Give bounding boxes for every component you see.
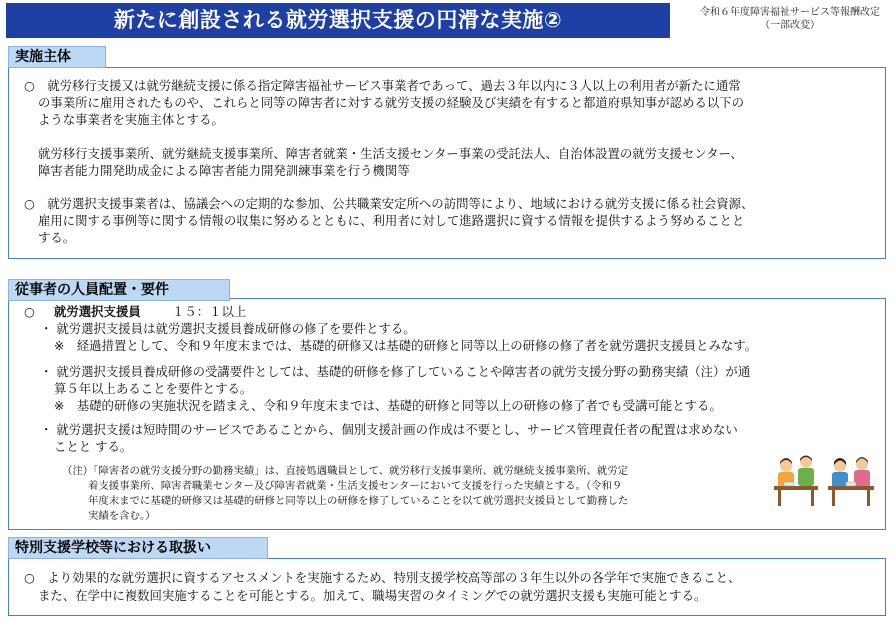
s1-p1-line3: ような事業者を実施主体とする。	[38, 112, 224, 127]
staff-label: 就労選択支援員	[54, 304, 141, 319]
s1-p2-line2: 障害者能力開発助成金による障害者能力開発訓練事業を行う機関等	[38, 163, 410, 178]
person-mid-right-icon	[832, 458, 848, 488]
s2-note-line2: 着支援事業所、障害者職業センター及び障害者就業・生活支援センターにおいて支援を行った実績とする。（令和９	[88, 480, 623, 492]
consultation-illustration	[770, 452, 878, 508]
person-mid-left-icon	[798, 456, 814, 487]
staff-ratio: １５：１以上	[172, 304, 247, 319]
s2-b3-line2: ことと する。	[54, 439, 133, 454]
staff-bullet: ○	[24, 304, 35, 319]
s3-p1-line1: ○ より効果的な就労選択に資するアセスメントを実施するため、特別支援学校高等部の３年生以外の各学年で実施できること、	[24, 570, 741, 585]
section-special-school-heading: 特別支援学校等における取扱い	[8, 537, 268, 559]
person-right-icon	[854, 457, 870, 488]
section-special-school-box	[8, 558, 886, 616]
s1-p2-line1: 就労移行支援事業所、就労継続支援事業所、障害者就業・生活支援センター事業の受託法人、自治体設置の就労支援センター、	[38, 146, 743, 161]
s1-p3-line3: する。	[38, 230, 76, 245]
page-title: 新たに創設される就労選択支援の円滑な実施②	[6, 3, 670, 38]
s1-p3-line2: 雇用に関する事例等に関する情報の収集に努めるとともに、利用者に対して進路選択に資する情報を提供するよう努めることと	[38, 213, 745, 228]
section-implementer-heading: 実施主体	[8, 46, 106, 68]
s2-b1-note: ※ 経過措置として、令和９年度末までは、基礎的研修又は基礎的研修と同等以上の研修の修了者を就労選択支援員とみなす。	[54, 338, 758, 353]
s2-b2-line2: 算５年以上あることを要件とする。	[54, 381, 253, 396]
revision-note	[690, 6, 890, 32]
s2-note-line4: 実績を含む。）	[88, 510, 156, 522]
s1-p3-line1: ○ 就労選択支援事業者は、協議会への定期的な参加、公共職業安定所への訪問等により、地域における就労支援に係る社会資源、	[24, 196, 754, 211]
s2-b2-line1: ・ 就労選択支援員養成研修の受講要件としては、基礎的研修を修了していることや障害者の就労支援分野の勤務実績（注）が通	[40, 364, 751, 379]
s3-p1-line2: また、在学中に複数回実施することを可能とする。加えて、職場実習のタイミングでの就労選択支援も実施可能とする。	[38, 588, 707, 603]
revision-line-1: 令和６年度障害福祉サービス等報酬改定	[700, 7, 880, 18]
s1-p1-line2: の事業所に雇用されたものや、これらと同等の障害者に対する就労支援の経験及び実績を有すると都道府県知事が認める以下の	[38, 95, 745, 110]
s1-p1-line1: ○ 就労移行支援又は就労継続支援に係る指定障害福祉サービス事業者であって、過去３年以内に３人以上の利用者が新たに通常	[24, 78, 741, 93]
s2-b1-line1: ・ 就労選択支援員は就労選択支援員養成研修の修了を要件とする。	[40, 321, 416, 336]
section-staffing-heading: 従事者の人員配置・要件	[8, 279, 230, 301]
s2-note-line1: （注）「障害者の就労支援分野の勤務実績」は、直接処遇職員として、就労移行支援事業所、就労継続支援事業所、就労定	[62, 465, 629, 477]
revision-line-2: （一部改変）	[760, 20, 820, 31]
s2-b3-line1: ・ 就労選択支援は短時間のサービスであることから、個別支援計画の作成は不要とし、サービス管理責任者の配置は求めない	[40, 422, 738, 437]
s2-note-line3: 年度末までに基礎的研修又は基礎的研修と同等以上の研修を修了していることを以て就労選択支援員として勤務した	[88, 495, 629, 507]
s2-b2-note: ※ 基礎的研修の実施状況を踏まえ、令和９年度末までは、基礎的研修と同等以上の研修の修了者でも受講可能とする。	[54, 398, 722, 413]
